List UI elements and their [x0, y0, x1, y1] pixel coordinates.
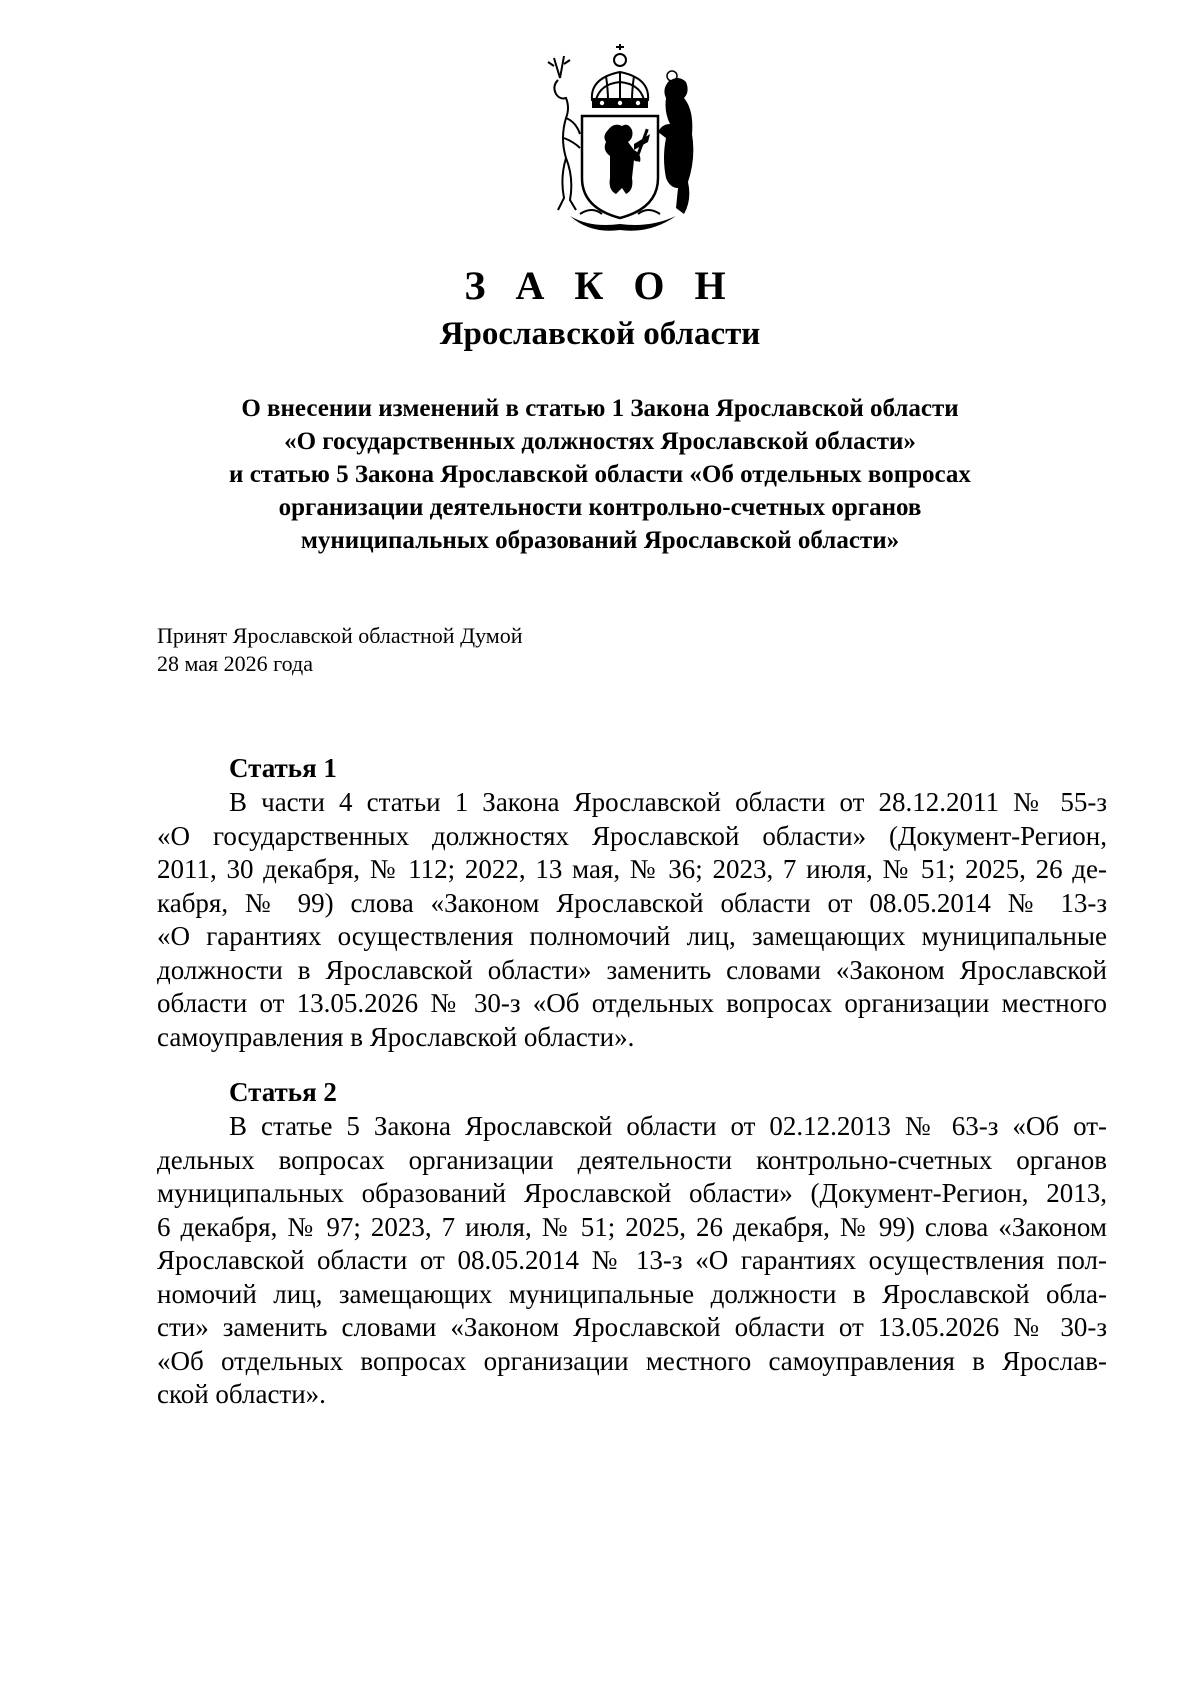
law-region-subheading: Ярославской области: [439, 316, 761, 352]
adoption-body: Принят Ярославской областной Думой: [157, 623, 523, 648]
law-title-line: организации деятельности контрольно-счетных органов: [278, 494, 922, 521]
article-line: дельных вопросах организации деятельности контрольно-счетных органов: [157, 1144, 1107, 1175]
article-1: [157, 750, 1107, 1054]
law-title-line: О внесении изменений в статью 1 Закона Ярославской области: [241, 395, 959, 422]
article-2: [157, 1074, 1107, 1412]
law-heading: З А К О Н: [464, 263, 736, 308]
coat-of-arms-emblem: [530, 38, 710, 234]
law-title-line: «О государственных должностях Ярославской области»: [284, 428, 916, 455]
article-line: самоуправления в Ярославской области».: [157, 1021, 635, 1052]
article-body: [157, 1110, 1107, 1412]
article-line: кабря, № 99) слова «Законом Ярославской области от 08.05.2014 № 13-з: [157, 887, 1107, 918]
adoption-date: 28 мая 2026 года: [157, 651, 313, 676]
article-line: «О государственных должностях Ярославской области» (Документ-Регион,: [157, 820, 1107, 851]
article-body: [157, 786, 1107, 1054]
article-line: номочий лиц, замещающих муниципальные должности в Ярославской обла-: [157, 1278, 1107, 1309]
article-line: сти» заменить словами «Законом Ярославской области от 13.05.2026 № 30-з: [157, 1312, 1107, 1342]
article-line: муниципальных образований Ярославской области» (Документ-Регион, 2013,: [157, 1178, 1107, 1208]
article-line: 2011, 30 декабря, № 112; 2022, 13 мая, № 36; 2023, 7 июля, № 51; 2025, 26 де-: [157, 854, 1107, 884]
article-line: области от 13.05.2026 № 30-з «Об отдельных вопросах организации местного: [157, 988, 1107, 1018]
law-title-line: и статью 5 Закона Ярославской области «Об отдельных вопросах: [229, 461, 971, 488]
article-heading: Статья 1: [229, 753, 337, 783]
article-line: В части 4 статьи 1 Закона Ярославской области от 28.12.2011 № 55-з: [229, 787, 1107, 817]
adoption-note: [157, 622, 523, 678]
article-line: «О гарантиях осуществления полномочий лиц, замещающих муниципальные: [157, 921, 1107, 951]
article-line: Ярославской области от 08.05.2014 № 13-з «О гарантиях осуществления пол-: [157, 1245, 1107, 1275]
article-line: В статье 5 Закона Ярославской области от 02.12.2013 № 63-з «Об от-: [229, 1111, 1107, 1141]
law-title: [160, 392, 1040, 557]
article-line: «Об отдельных вопросах организации местного самоуправления в Ярослав-: [157, 1345, 1107, 1376]
article-line: 6 декабря, № 97; 2023, 7 июля, № 51; 2025, 26 декабря, № 99) слова «Законом: [157, 1211, 1107, 1242]
article-line: ской области».: [157, 1379, 326, 1409]
law-title-line: муниципальных образований Ярославской области»: [300, 527, 900, 554]
article-line: должности в Ярославской области» заменить словами «Законом Ярославской: [157, 954, 1107, 985]
article-heading: Статья 2: [229, 1077, 337, 1107]
